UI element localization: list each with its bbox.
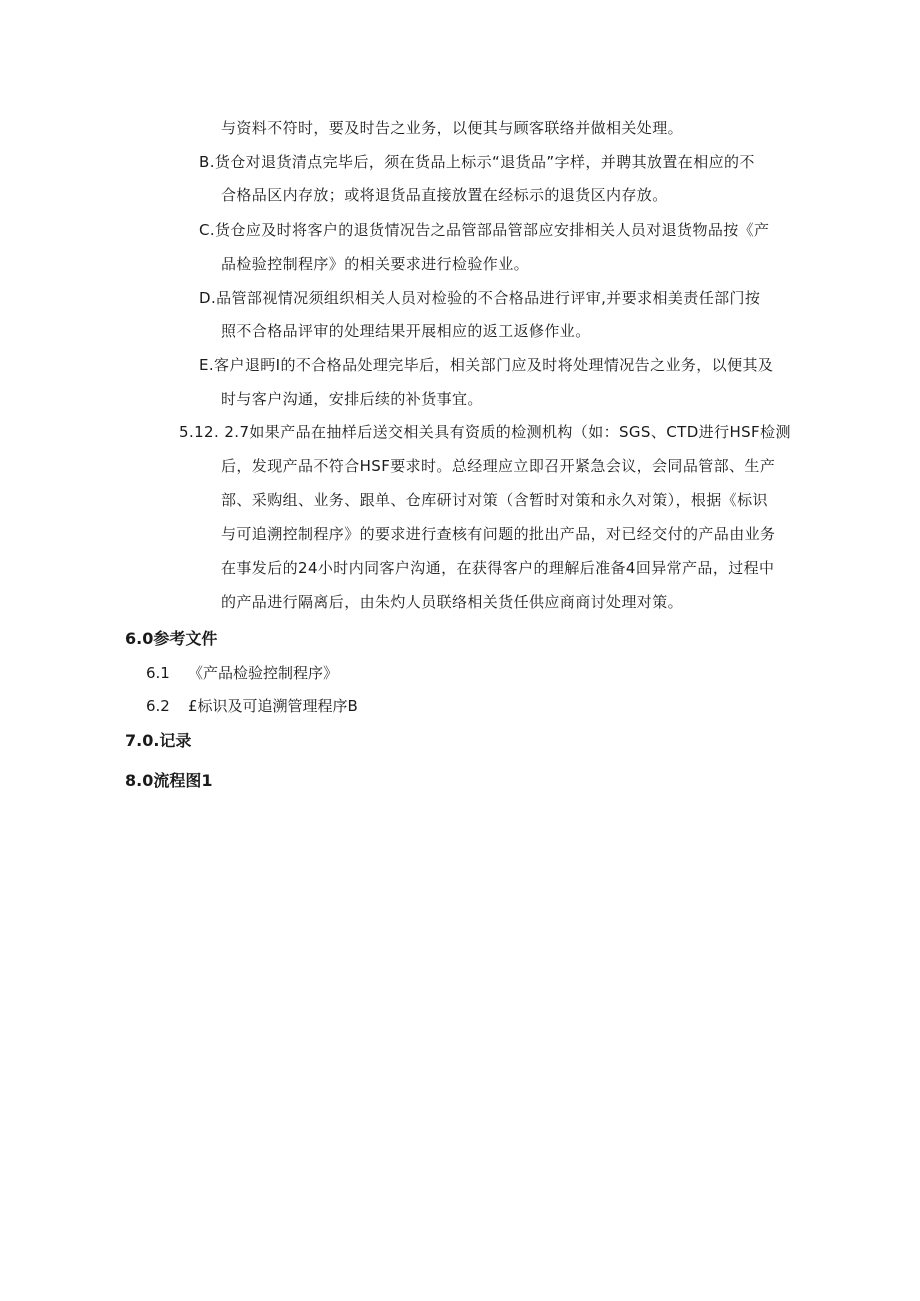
reference-number: 6.1 [146,664,170,682]
item-e-line1: E.客户退眄I的不合格品处理完毕后，相关部门应及时将处理情况告之业务，以便其及 [199,356,774,374]
clause-5-12-2-7-line5: 在事发后的24小时内同客户沟通，在获得客户的理解后准备4回异常产品，过程中 [221,559,775,577]
reference-title: 《产品检验控制程序》 [188,664,339,682]
reference-item [146,663,338,683]
item-c-line1: C.货仓应及时将客户的退货情况告之品管部品管部应安排相关人员对退货物品按《产 [199,221,770,239]
section-7-heading: 7.0.记录 [125,731,192,750]
item-e-line2: 时与客户沟通，安排后续的补货事宜。 [221,390,483,408]
section-8-heading: 8.0流程图1 [125,771,213,790]
item-d-line1: D.品管部视情况须组织相关人员对检验的不合格品进行评审,并要求相美责任部门按 [199,289,761,307]
reference-title: £标识及可追溯管理程序B [188,697,358,715]
continuation-line: 与资料不符时，要及时告之业务，以便其与顾客联络并做相关处理。 [221,119,684,137]
item-b-line2: 合格品区内存放；或将退货品直接放置在经标示的退货区内存放。 [221,186,668,204]
reference-item [146,696,358,716]
section-6-heading: 6.0参考文件 [125,629,218,648]
clause-5-12-2-7-line6: 的产品进行隔离后，由朱灼人员联络相关货任供应商商讨处理对策。 [221,593,684,611]
item-c-line2: 品检验控制程序》的相关要求进行检验作业。 [221,255,530,273]
clause-5-12-2-7-line3: 部、采购组、业务、跟单、仓库研讨对策（含暂时对策和永久对策），根据《标识 [221,491,768,509]
clause-5-12-2-7-line1: 5.12. 2.7如果产品在抽样后送交相关具有资质的检测机构（如：SGS、CTD进行HSF检测 [179,423,791,441]
clause-5-12-2-7-line2: 后，发现产品不符合HSF要求时。总经理应立即召开紧急会议，会同品管部、生产 [221,457,776,475]
item-d-line2: 照不合格品评审的处理结果开展相应的返工返修作业。 [221,322,591,340]
reference-number: 6.2 [146,697,170,715]
clause-5-12-2-7-line4: 与可追溯控制程序》的要求进行查核有问题的批出产品，对已经交付的产品由业务 [221,525,776,543]
item-b-line1: B.货仓对退货清点完毕后，须在货品上标示“退货品”字样，并聘其放置在相应的不 [199,153,755,171]
